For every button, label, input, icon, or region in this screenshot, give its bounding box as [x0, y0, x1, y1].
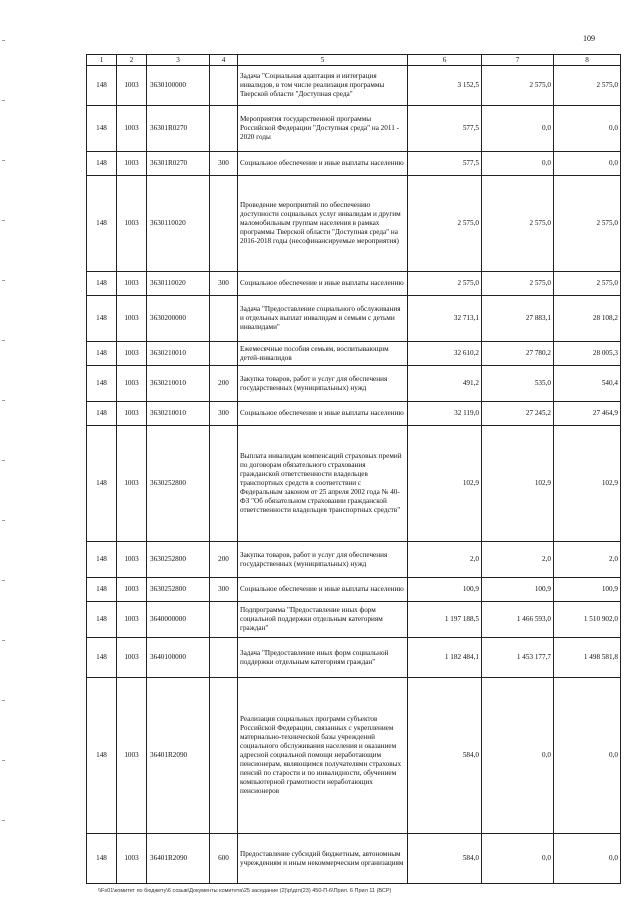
cell-amount: 577,5	[408, 106, 482, 152]
table-row	[87, 342, 621, 366]
cell-subsection: 1003	[117, 426, 147, 542]
cell-subsection: 1003	[117, 342, 147, 366]
cell-amount: 2 575,0	[482, 66, 554, 106]
cell-amount: 1 510 902,0	[554, 602, 621, 638]
table-row	[87, 176, 621, 272]
cell-expense-type: 200	[210, 542, 238, 578]
cell-amount: 102,9	[482, 426, 554, 542]
cell-amount: 584,0	[408, 834, 482, 884]
cell-amount: 535,0	[482, 366, 554, 402]
cell-target-code: 3630252800	[147, 578, 210, 602]
binding-marks	[2, 40, 6, 860]
cell-subsection: 1003	[117, 176, 147, 272]
cell-target-code: 36301R0270	[147, 106, 210, 152]
cell-amount: 100,9	[408, 578, 482, 602]
cell-expense-type: 200	[210, 366, 238, 402]
cell-target-code: 3640000000	[147, 602, 210, 638]
cell-expense-type	[210, 296, 238, 342]
table-row	[87, 402, 621, 426]
column-header: 2	[117, 55, 147, 66]
table-row	[87, 366, 621, 402]
cell-amount: 0,0	[482, 834, 554, 884]
cell-section: 148	[87, 542, 117, 578]
cell-section: 148	[87, 834, 117, 884]
cell-amount: 0,0	[554, 678, 621, 834]
cell-amount: 0,0	[554, 152, 621, 176]
cell-subsection: 1003	[117, 678, 147, 834]
cell-amount: 2 575,0	[482, 176, 554, 272]
cell-amount: 100,9	[554, 578, 621, 602]
cell-name: Подпрограмма "Предоставление иных форм социальной поддержки отдельным категориям граждан"	[238, 602, 408, 638]
cell-section: 148	[87, 678, 117, 834]
budget-table	[86, 54, 621, 884]
cell-name: Выплата инвалидам компенсаций страховых премий по договорам обязательного страхования гражданской ответственности владельцев транспортных средств в соответствии с Федеральным законом от 25 апреля 2002 года № 40-ФЗ "Об обязательном страховании гражданской ответственности владельцев транспортных средств"	[238, 426, 408, 542]
column-header: 7	[482, 55, 554, 66]
table-row	[87, 66, 621, 106]
cell-amount: 28 108,2	[554, 296, 621, 342]
cell-name: Ежемесячные пособия семьям, воспитывающим детей-инвалидов	[238, 342, 408, 366]
table-row	[87, 296, 621, 342]
cell-amount: 1 182 484,1	[408, 638, 482, 678]
cell-expense-type	[210, 66, 238, 106]
cell-amount: 0,0	[554, 106, 621, 152]
cell-amount: 2,0	[482, 542, 554, 578]
table-row	[87, 426, 621, 542]
cell-amount: 2 575,0	[554, 66, 621, 106]
table-row	[87, 272, 621, 296]
cell-subsection: 1003	[117, 296, 147, 342]
cell-amount: 0,0	[554, 834, 621, 884]
cell-name: Социальное обеспечение и иные выплаты населению	[238, 402, 408, 426]
table-row	[87, 602, 621, 638]
cell-section: 148	[87, 602, 117, 638]
cell-name: Социальное обеспечение и иные выплаты населению	[238, 272, 408, 296]
cell-name: Закупка товаров, работ и услуг для обеспечения государственных (муниципальных) нужд	[238, 542, 408, 578]
cell-target-code: 3630100000	[147, 66, 210, 106]
cell-expense-type: 300	[210, 152, 238, 176]
cell-amount: 577,5	[408, 152, 482, 176]
cell-subsection: 1003	[117, 542, 147, 578]
cell-amount: 2 575,0	[554, 176, 621, 272]
cell-expense-type	[210, 678, 238, 834]
table-row	[87, 834, 621, 884]
table-row	[87, 106, 621, 152]
cell-section: 148	[87, 578, 117, 602]
cell-subsection: 1003	[117, 152, 147, 176]
cell-amount: 32 713,1	[408, 296, 482, 342]
column-header: 6	[408, 55, 482, 66]
cell-amount: 27 883,1	[482, 296, 554, 342]
cell-name: Закупка товаров, работ и услуг для обеспечения государственных (муниципальных) нужд	[238, 366, 408, 402]
cell-section: 148	[87, 342, 117, 366]
column-header: 3	[147, 55, 210, 66]
cell-amount: 28 005,3	[554, 342, 621, 366]
table-row	[87, 542, 621, 578]
cell-subsection: 1003	[117, 272, 147, 296]
cell-amount: 1 197 188,5	[408, 602, 482, 638]
cell-amount: 2 575,0	[408, 272, 482, 296]
column-header: 8	[554, 55, 621, 66]
cell-subsection: 1003	[117, 638, 147, 678]
cell-target-code: 36401R2090	[147, 834, 210, 884]
cell-expense-type	[210, 638, 238, 678]
cell-target-code: 36401R2090	[147, 678, 210, 834]
cell-target-code: 3630252800	[147, 426, 210, 542]
cell-section: 148	[87, 366, 117, 402]
cell-section: 148	[87, 296, 117, 342]
cell-expense-type	[210, 106, 238, 152]
cell-amount: 27 245,2	[482, 402, 554, 426]
cell-expense-type: 300	[210, 578, 238, 602]
cell-target-code: 3640100000	[147, 638, 210, 678]
cell-expense-type	[210, 426, 238, 542]
cell-amount: 0,0	[482, 678, 554, 834]
cell-name: Социальное обеспечение и иные выплаты населению	[238, 578, 408, 602]
header-row	[87, 55, 621, 66]
cell-subsection: 1003	[117, 366, 147, 402]
cell-subsection: 1003	[117, 602, 147, 638]
cell-target-code: 3630210010	[147, 366, 210, 402]
cell-name: Предоставление субсидий бюджетным, автономным учреждениям и иным некоммерческим организациям	[238, 834, 408, 884]
cell-name: Социальное обеспечение и иные выплаты населению	[238, 152, 408, 176]
cell-target-code: 3630252800	[147, 542, 210, 578]
cell-section: 148	[87, 152, 117, 176]
cell-amount: 0,0	[482, 106, 554, 152]
cell-subsection: 1003	[117, 578, 147, 602]
cell-name: Реализация социальных программ субъектов Российской Федерации, связанных с укреплением материально-технической базы учреждений социального обслуживания населения и оказанием адресной социальной помощи неработающим пенсионерам, являющимся получателями страховых пенсий по старости и по инвалидности, обучением компьютерной грамотности неработающих пенсионеров	[238, 678, 408, 834]
column-header: 1	[87, 55, 117, 66]
cell-amount: 27 464,9	[554, 402, 621, 426]
file-path-footer: \\Fs01\комитет по бюджету\6 созыв\Документы комитета\25 заседание (2)\р\дгл(23) 450-П-6\Прил. 6 Прил 11 (ВСР)	[98, 888, 392, 894]
cell-amount: 100,9	[482, 578, 554, 602]
table-row	[87, 638, 621, 678]
cell-name: Задача "Предоставление иных форм социальной поддержки отдельным категориям граждан"	[238, 638, 408, 678]
cell-section: 148	[87, 272, 117, 296]
table-row	[87, 152, 621, 176]
cell-amount: 1 453 177,7	[482, 638, 554, 678]
table-row	[87, 578, 621, 602]
cell-target-code: 36301R0270	[147, 152, 210, 176]
cell-amount: 540,4	[554, 366, 621, 402]
cell-amount: 2 575,0	[482, 272, 554, 296]
cell-amount: 32 119,0	[408, 402, 482, 426]
cell-amount: 27 780,2	[482, 342, 554, 366]
cell-amount: 102,9	[408, 426, 482, 542]
cell-amount: 3 152,5	[408, 66, 482, 106]
cell-subsection: 1003	[117, 402, 147, 426]
cell-amount: 102,9	[554, 426, 621, 542]
cell-expense-type	[210, 602, 238, 638]
cell-amount: 1 466 593,0	[482, 602, 554, 638]
column-header: 4	[210, 55, 238, 66]
cell-subsection: 1003	[117, 106, 147, 152]
cell-amount: 584,0	[408, 678, 482, 834]
cell-expense-type	[210, 342, 238, 366]
cell-target-code: 3630110020	[147, 272, 210, 296]
cell-expense-type	[210, 176, 238, 272]
cell-name: Проведение мероприятий по обеспечению доступности социальных услуг инвалидам и другим маломобильным группам населения в рамках программы Тверской области "Доступная среда" на 2016-2018 годы (несофинансируемые мероприятия)	[238, 176, 408, 272]
cell-target-code: 3630110020	[147, 176, 210, 272]
cell-expense-type: 300	[210, 272, 238, 296]
cell-name: Задача "Социальная адаптация и интеграция инвалидов, в том числе реализация программы Тверской области "Доступная среда"	[238, 66, 408, 106]
cell-name: Мероприятия государственной программы Российской Федерации "Доступная среда" на 2011 - 2020 годы	[238, 106, 408, 152]
cell-target-code: 3630210010	[147, 342, 210, 366]
cell-amount: 491,2	[408, 366, 482, 402]
cell-subsection: 1003	[117, 66, 147, 106]
cell-amount: 1 498 581,8	[554, 638, 621, 678]
cell-amount: 2,0	[408, 542, 482, 578]
cell-section: 148	[87, 106, 117, 152]
cell-section: 148	[87, 638, 117, 678]
column-header: 5	[238, 55, 408, 66]
page-number: 109	[583, 34, 595, 43]
cell-section: 148	[87, 66, 117, 106]
cell-subsection: 1003	[117, 834, 147, 884]
cell-section: 148	[87, 402, 117, 426]
cell-target-code: 3630200000	[147, 296, 210, 342]
table-row	[87, 678, 621, 834]
cell-target-code: 3630210010	[147, 402, 210, 426]
cell-expense-type: 600	[210, 834, 238, 884]
cell-amount: 2,0	[554, 542, 621, 578]
cell-name: Задача "Предоставление социального обслуживания и отдельных выплат инвалидам и семьям с детьми инвалидами"	[238, 296, 408, 342]
cell-section: 148	[87, 426, 117, 542]
cell-amount: 2 575,0	[554, 272, 621, 296]
cell-amount: 2 575,0	[408, 176, 482, 272]
cell-expense-type: 300	[210, 402, 238, 426]
cell-amount: 0,0	[482, 152, 554, 176]
cell-section: 148	[87, 176, 117, 272]
cell-amount: 32 610,2	[408, 342, 482, 366]
